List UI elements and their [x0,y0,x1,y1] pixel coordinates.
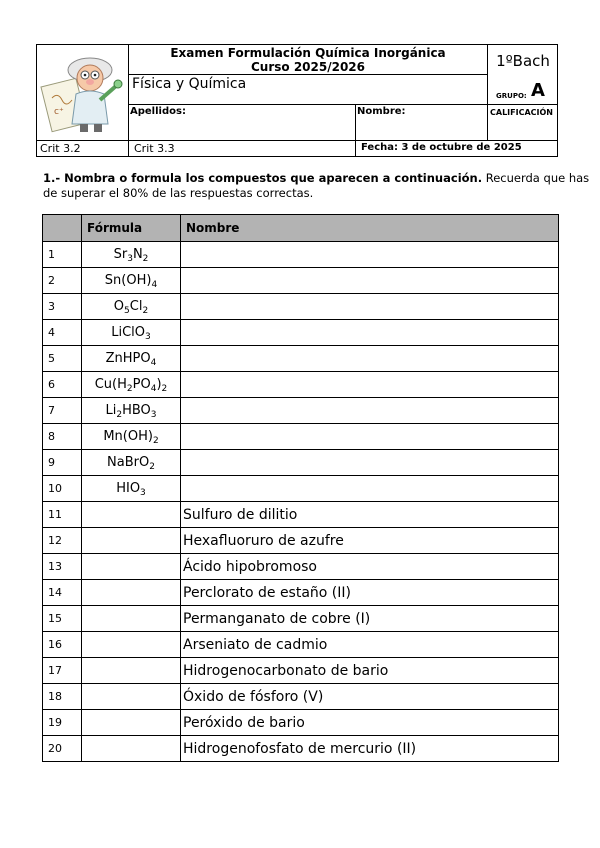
row-number: 20 [43,736,82,762]
formula-text: PO [132,377,151,392]
formula-cell[interactable] [82,606,181,632]
row-number: 19 [43,710,82,736]
formula-subscript: 5 [124,306,130,316]
name-cell[interactable] [181,476,559,502]
col-name-header: Nombre [181,215,559,242]
name-cell[interactable] [181,346,559,372]
formula-subscript: 2 [161,384,168,394]
name-cell[interactable] [181,450,559,476]
formula-subscript: 3 [140,488,146,498]
compounds-table [42,214,559,762]
name-field[interactable]: Nombre: [357,106,406,117]
formula-text: Cl [129,299,143,314]
col-number-header [43,215,82,242]
row-number: 13 [43,554,82,580]
name-cell[interactable] [181,268,559,294]
name-cell: Peróxido de bario [181,710,559,736]
table-row [43,632,559,658]
formula-text: ) [156,377,162,392]
formula-cell [82,294,181,320]
formula-subscript: 2 [126,384,133,394]
instructions [43,171,590,201]
svg-text:c⁺: c⁺ [54,107,64,117]
name-cell[interactable] [181,398,559,424]
name-cell: Hidrogenocarbonato de bario [181,658,559,684]
formula-subscript: 3 [145,332,151,342]
instructions-text: Recuerda que has [482,171,590,185]
name-cell: Ácido hipobromoso [181,554,559,580]
row-number: 11 [43,502,82,528]
table-row [43,242,559,268]
group-value: A [531,80,545,101]
formula-text: HBO [122,403,151,418]
grade-label: CALIFICACIÓN [490,108,553,117]
col-formula-header: Fórmula [82,215,181,242]
formula-subscript: 2 [142,254,149,264]
formula-cell[interactable] [82,502,181,528]
row-number: 12 [43,528,82,554]
table-row [43,658,559,684]
formula-cell [82,346,181,372]
exam-title: Examen Formulación Química Inorgánica [170,46,446,60]
table-row [43,736,559,762]
formula-cell [82,476,181,502]
table-row [43,528,559,554]
table-header [43,215,559,242]
formula-cell [82,320,181,346]
name-cell: Arseniato de cadmio [181,632,559,658]
crit-3-3: Crit 3.3 [134,142,175,155]
name-cell: Óxido de fósforo (V) [181,684,559,710]
table-row [43,294,559,320]
row-number: 14 [43,580,82,606]
row-number: 17 [43,658,82,684]
formula-cell[interactable] [82,632,181,658]
exam-course-year: Curso 2025/2026 [250,60,365,74]
name-cell: Sulfuro de dilitio [181,502,559,528]
row-number: 10 [43,476,82,502]
name-cell[interactable] [181,294,559,320]
name-cell[interactable] [181,242,559,268]
formula-cell[interactable] [82,554,181,580]
table-row [43,476,559,502]
row-number: 1 [43,242,82,268]
row-number: 3 [43,294,82,320]
table-row [43,346,559,372]
row-number: 15 [43,606,82,632]
formula-text: ZnHPO [105,351,151,366]
formula-subscript: 3 [150,410,157,420]
formula-text: Li [105,403,117,418]
formula-cell [82,242,181,268]
formula-cell [82,268,181,294]
formula-text: HIO [116,481,141,496]
formula-subscript: 3 [127,254,133,264]
formula-cell[interactable] [82,684,181,710]
row-number: 5 [43,346,82,372]
row-number: 9 [43,450,82,476]
row-number: 18 [43,684,82,710]
crit-3-2: Crit 3.2 [40,142,81,155]
formula-cell [82,398,181,424]
table-row [43,398,559,424]
formula-subscript: 2 [142,306,149,316]
formula-cell [82,372,181,398]
table-row [43,554,559,580]
subject-label: Física y Química [132,76,247,92]
name-cell[interactable] [181,424,559,450]
name-cell: Perclorato de estaño (II) [181,580,559,606]
course-level: 1ºBach [496,52,550,70]
table-row [43,372,559,398]
table-row [43,606,559,632]
row-number: 6 [43,372,82,398]
formula-cell [82,424,181,450]
table-row [43,450,559,476]
group-label: GRUPO: [496,92,527,100]
formula-cell[interactable] [82,710,181,736]
formula-cell[interactable] [82,580,181,606]
name-cell: Hidrogenofosfato de mercurio (II) [181,736,559,762]
formula-cell[interactable] [82,658,181,684]
formula-text: Sr [113,247,128,262]
scientist-cartoon-icon [40,48,126,136]
table-row [43,710,559,736]
name-cell: Permanganato de cobre (I) [181,606,559,632]
formula-subscript: 4 [150,384,157,394]
formula-subscript: 4 [150,358,157,368]
instructions-line2: de superar el 80% de las respuestas correctas. [43,186,314,200]
exam-date: Fecha: 3 de octubre de 2025 [361,142,522,153]
row-number: 7 [43,398,82,424]
row-number: 8 [43,424,82,450]
table-row [43,268,559,294]
formula-text: O [113,299,125,314]
row-number: 2 [43,268,82,294]
table-row [43,502,559,528]
surname-field[interactable]: Apellidos: [130,106,186,117]
table-row [43,320,559,346]
formula-subscript: 4 [151,280,158,290]
table-row [43,684,559,710]
name-cell[interactable] [181,372,559,398]
row-number: 4 [43,320,82,346]
formula-text: N [132,247,143,262]
formula-text: NaBrO [107,455,150,470]
formula-cell[interactable] [82,736,181,762]
formula-text: Cu(H [94,377,127,392]
formula-subscript: 2 [116,410,123,420]
formula-text: Sn(OH) [104,273,152,288]
formula-cell [82,450,181,476]
instructions-bold: 1.- Nombra o formula los compuestos que aparecen a continuación. [43,171,483,185]
name-cell[interactable] [181,320,559,346]
table-row [43,424,559,450]
formula-text: LiClO [111,325,146,340]
row-number: 16 [43,632,82,658]
table-row [43,580,559,606]
formula-subscript: 2 [149,462,155,472]
formula-text: Mn(OH) [103,429,153,444]
formula-subscript: 2 [152,436,159,446]
formula-cell[interactable] [82,528,181,554]
name-cell: Hexafluoruro de azufre [181,528,559,554]
